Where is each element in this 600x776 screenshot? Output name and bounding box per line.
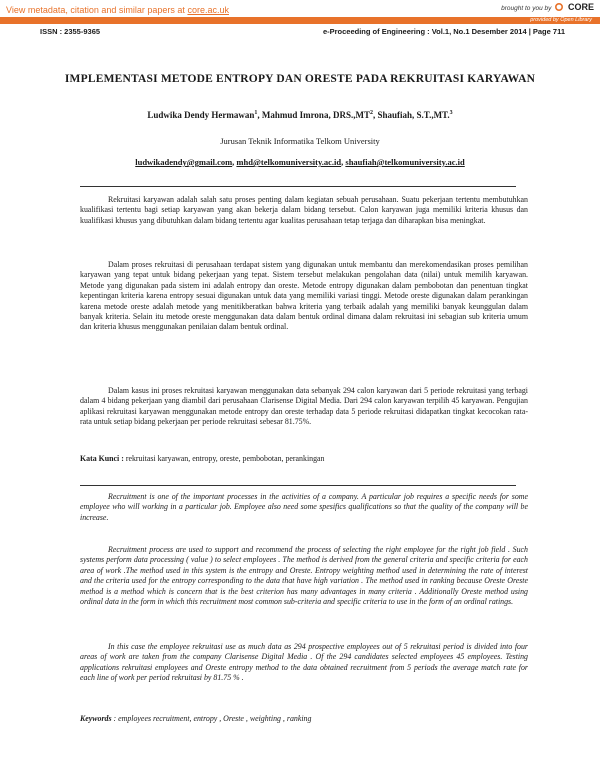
author-name: Shaufiah, S.T.,MT. [377, 110, 450, 120]
author-list: Ludwika Dendy Hermawan$^1$, Mahmud Imrona, $DRS.,MT^2$, Shaufiah, S.T.,MT.$^3$ [147, 110, 453, 120]
abstrak-paragraph: Dalam kasus ini proses rekruitasi karyawan menggunakan data sebanyak 294 calon karyawan dari 5 periode rekruitasi yang terbagi dalam 4 bidang pekerjaan yang diambil dari perusahaan Clarisense Digital Media. Dari 294 calon karyawan terpilih 45 karyawan. Pengujian aplikasi rekruitasi karyawan menggunakan metode entropy dan oreste terhadap data 5 periode rekruitasi didapatkan tingkat kecocokan rata-rata untuk setiap bidang pekerjaan per periode rekruitasi sebesar 81.75%. [80, 386, 528, 427]
section-divider [80, 485, 516, 486]
keywords-text: : employees recruitment, entropy , Oreste , weighting , ranking [111, 714, 312, 723]
kata-kunci-label: Kata Kunci : [80, 454, 124, 463]
abstract-paragraph: Recruitment is one of the important processes in the activities of a company. A particular job requires a specific needs for some employee who will working in a particular job. Employee also need some spesifics qualifications so that the quality of the company will be increase. [80, 492, 528, 522]
core-link-domain[interactable]: core.ac.uk [187, 5, 229, 15]
provided-by-strip [0, 17, 600, 24]
author-name: Mahmud Imrona, DRS.,MT [261, 110, 370, 120]
email-list: ludwikadendy@gmail.com, mhd@telkomuniversity.ac.id, shaufiah@telkomuniversity.ac.id [135, 157, 465, 167]
abstract-paragraph: Recruitment process are used to support and recommend the process of selecting the right employee for the right job field . Such systems perform data processing ( value ) to select employees . The method is derived from the general criteria and specific criteria for each area of work .The method used in this system is the entropy and Oreste. Entropy weighting method used in determining the rate of interest and the criteria used for the entropy corresponding to the data that have high variation . The method used in ranking because Oreste Oreste method is a method which is concern that is the best criterion has many advantages in many criteria . Additionally Oreste method using ordinal data in the form in which this recruitment most common sub-criteria and specific criteria to use in the form of an ordinal ratings. [80, 545, 528, 607]
journal-info: e-Proceeding of Engineering : Vol.1, No.1 Desember 2014 | Page 711 [322, 27, 565, 36]
email-link[interactable]: shaufiah@telkomuniversity.ac.id [345, 157, 465, 167]
provided-by-text[interactable]: provided by Open Library [530, 17, 592, 23]
issn: ISSN : 2355-9365 [40, 27, 101, 36]
kata-kunci [80, 454, 528, 464]
email-link[interactable]: mhd@telkomuniversity.ac.id [236, 157, 342, 167]
abstrak-paragraph: Dalam proses rekruitasi di perusahaan terdapat sistem yang digunakan untuk membantu dan merekomendasikan proses pemilihan karyawan yang tepat untuk bidang pekerjaan yang tepat. Sistem tersebut melakukan pengolahan data (nilai) untuk memilih karyawan. Metode yang digunakan pada sistem ini adalah entropy dan oreste. Metode entropy digunakan dalam pembobotan dan penentuan tingkat kepentingan kriteria karena entropy sesuai digunakan untuk data yang memiliki variasi tinggi. Metode oreste digunakan dalam perankingan karena metode oreste adalah metode yang menitikberatkan bahwa kriteria yang terbaik adalah yang memiliki banyak keunggulan dalam banyak kriteria. Selain itu metode oreste menggunakan data dalam bentuk ordinal dimana dalam rekruitasi ini sebagian sub kriteria umum dan kriteria khusus menggunakan penilaian dalam bentuk ordinal. [80, 260, 528, 332]
email-link[interactable]: ludwikadendy@gmail.com [135, 157, 233, 167]
core-logo-text: CORE [567, 2, 594, 12]
abstrak-paragraph: Rekruitasi karyawan adalah salah satu proses penting dalam kegiatan sebuah perusahaan. Suatu pekerjaan tertentu membutuhkan kualifikasi tertentu bagi setiap karyawan yang akan bekerja dalam bidang tersebut. Calon karyawan juga memiliki kriteria khusus dan kualifikasi khusus yang dibutuhkan dalam bidang tertentu agar kualitas perusahaan tetap terjaga dan diharapkan bisa meningkat. [80, 195, 528, 225]
core-logo-icon [555, 3, 563, 11]
author-name: Ludwika Dendy Hermawan [147, 110, 255, 120]
keywords [80, 714, 528, 724]
affiliation: Jurusan Teknik Informatika Telkom University [220, 136, 380, 146]
paper-title: IMPLEMENTASI METODE ENTROPY DAN ORESTE PADA REKRUITASI KARYAWAN [64, 73, 536, 85]
author-sup: 2 [369, 110, 373, 116]
section-divider [80, 186, 516, 187]
abstract-paragraph: In this case the employee rekruitasi use as much data as 294 prospective employees out of 5 rekruitasi period is divided into four areas of work are taken from the company Clarisense Digital Media . Of the 294 candidates selected employees 45 employees. Testing applications rekruitasi employees and Oreste entropy method to the data obtained recruitment from 5 periods the average match rate for each line of work per period rekruitasi by 81.75 % . [80, 642, 528, 683]
core-brand[interactable] [501, 2, 594, 12]
core-link-text: View metadata, citation and similar papers at [6, 5, 188, 15]
core-banner [0, 0, 600, 24]
brought-by-text: brought to you by [501, 5, 552, 12]
author-sup: 3 [449, 110, 453, 116]
keywords-label: Keywords [80, 714, 112, 723]
kata-kunci-text: rekruitasi karyawan, entropy, oreste, pembobotan, perankingan [123, 454, 325, 463]
author-sup: 1 [254, 110, 258, 116]
core-metadata-link[interactable] [6, 5, 229, 15]
